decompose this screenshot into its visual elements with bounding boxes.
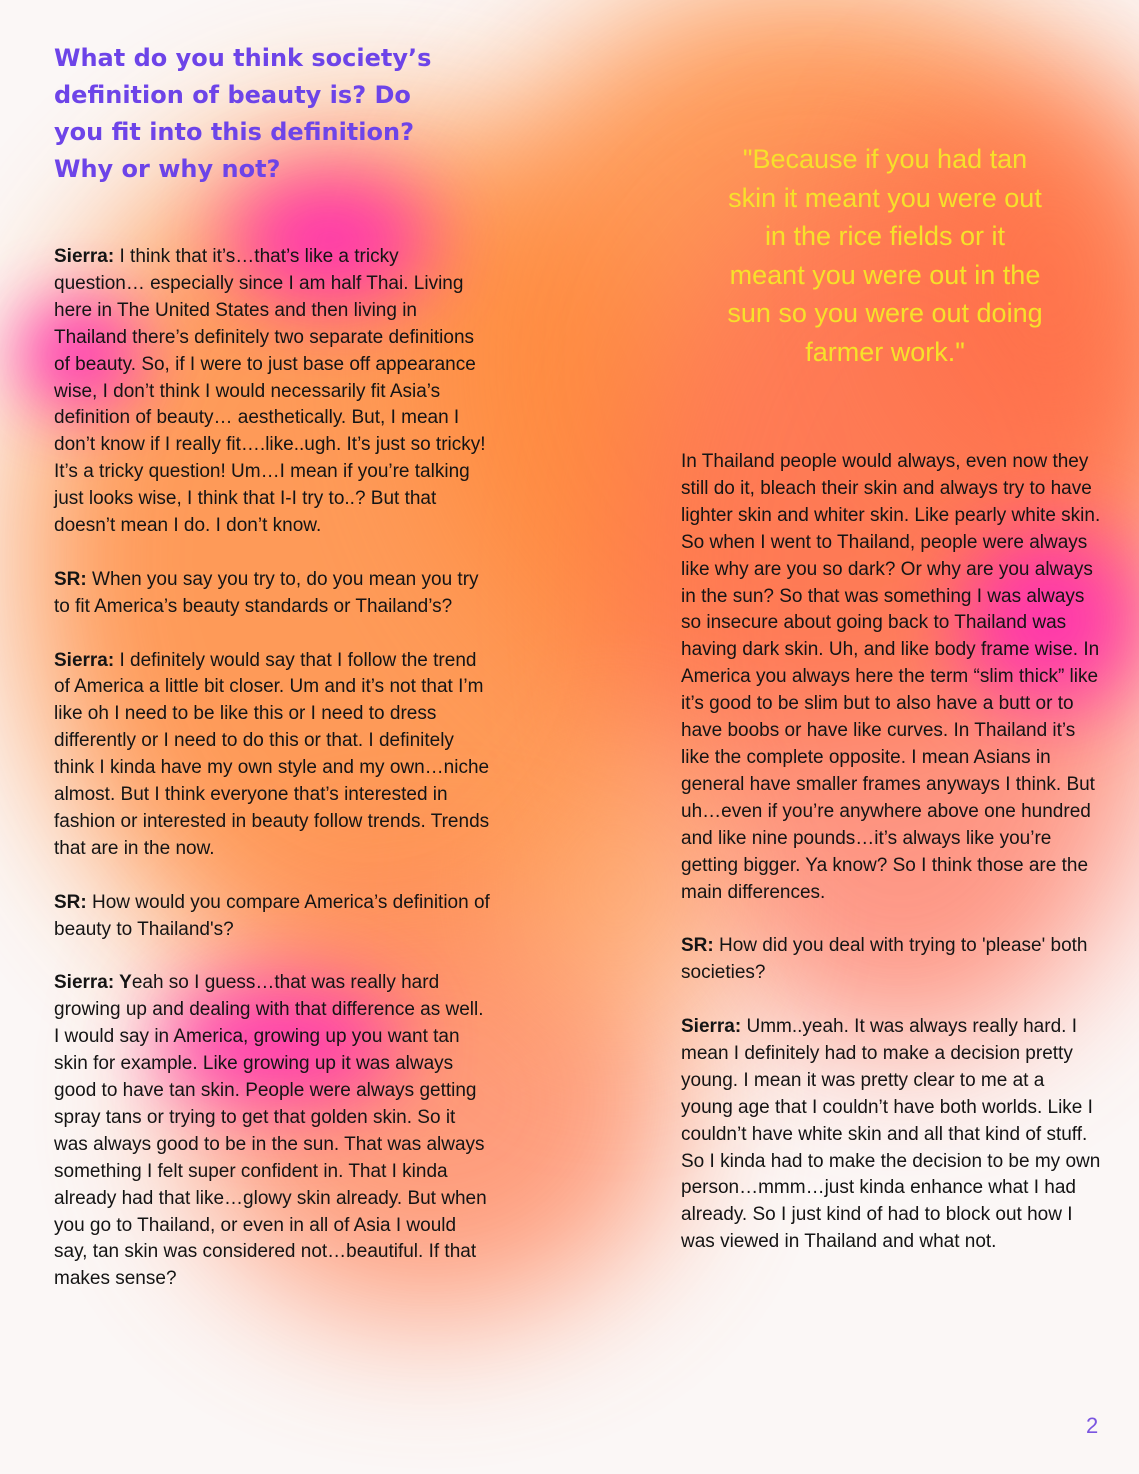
interview-left-column	[54, 244, 492, 1320]
interview-paragraph	[54, 567, 492, 621]
speaker-label: Sierra:	[54, 246, 115, 267]
paragraph-text: Umm..yeah. It was always really hard. I mean I definitely had to make a decision pretty young. I mean it was pretty clear to me at a young age that I couldn’t have both worlds. Like I couldn’t have white skin and all that kind of stuff. So I kinda had to make the decision to be my own person…mmm…just kinda enhance what I had already. So I just kind of had to block out how I was viewed in Thailand and what not.	[681, 1016, 1101, 1253]
interview-paragraph	[54, 970, 492, 1293]
speaker-label: SR:	[681, 935, 714, 957]
speaker-label: Sierra:	[681, 1016, 742, 1037]
paragraph-text: eah so I guess…that was really hard growing up and dealing with that difference as well. I would say in America, growing up you want tan skin for example. Like growing up it was always good to have tan skin. People were always getting spray tans or trying to get that golden skin. So it was always good to be in the sun. That was always something I felt super confident in. That I kinda already had that like…glowy skin already. But when you go to Thailand, or even in all of Asia I would say, tan skin was considered not…beautiful. If that makes sense?	[54, 972, 487, 1290]
paragraph-text: I definitely would say that I follow the trend of America a little bit closer. Um and it’s not that I’m like oh I need to be like this or I need to dress differently or I need to do this or that. I definitely think I kinda have my own style and my own…niche almost. But I think everyone that’s interested in fashion or interested in beauty follow trends. Trends that are in the now.	[54, 649, 490, 859]
speaker-label: Sierra:	[54, 649, 115, 671]
speaker-label: SR:	[54, 891, 87, 913]
interview-paragraph	[54, 890, 492, 944]
interview-paragraph	[681, 449, 1101, 906]
speaker-label: Sierra: Y	[54, 972, 132, 994]
paragraph-text: How did you deal with trying to 'please' both societies?	[681, 935, 1088, 984]
interview-paragraph	[54, 244, 492, 540]
interview-paragraph	[681, 1014, 1101, 1256]
pull-quote: "Because if you had tan skin it meant you were out in the rice fields or it meant you were out in the sun so you were out doing farmer work."	[727, 144, 1043, 367]
paragraph-text: I think that it’s…that’s like a tricky question… especially since I am half Thai. Living here in The United States and then living in Thailand there’s definitely two separate definitions of beauty. So, if I were to just base off appearance wise, I don’t think I would necessarily fit Asia’s definition of beauty… aesthetically. But, I mean I don’t know if I really fit….like..ugh. It’s just so tricky! It’s a tricky question! Um…I mean if you’re talking just looks wise, I think that I-I try to..? But that doesn’t mean I do. I don’t know.	[54, 246, 486, 537]
paragraph-text: In Thailand people would always, even now they still do it, bleach their skin and always try to have lighter skin and whiter skin. Like pearly white skin. So when I went to Thailand, people were always like why are you so dark? Or why are you always in the sun? So that was something I was always so insecure about going back to Thailand was having dark skin. Uh, and like body frame wise. In America you always here the term “slim thick” like it’s good to be slim but to also have a butt or to have boobs or have like curves. In Thailand it’s like the complete opposite. I mean Asians in general have smaller frames anyways I think. But uh…even if you’re anywhere above one hundred and like nine pounds…it’s always like you’re getting bigger. Ya know? So I think those are the main differences.	[681, 451, 1101, 903]
page-number: 2	[1086, 1413, 1099, 1438]
speaker-label: SR:	[54, 568, 87, 590]
interview-paragraph	[54, 648, 492, 863]
interview-question-heading: What do you think society’s definition of beauty is? Do you fit into this definition? Why or why not?	[54, 44, 432, 183]
interview-paragraph	[681, 933, 1101, 987]
paragraph-text: How would you compare America’s definition of beauty to Thailand's?	[54, 891, 490, 940]
paragraph-text: When you say you try to, do you mean you try to fit America’s beauty standards or Thailand’s?	[54, 568, 479, 617]
interview-right-column	[681, 449, 1101, 1283]
